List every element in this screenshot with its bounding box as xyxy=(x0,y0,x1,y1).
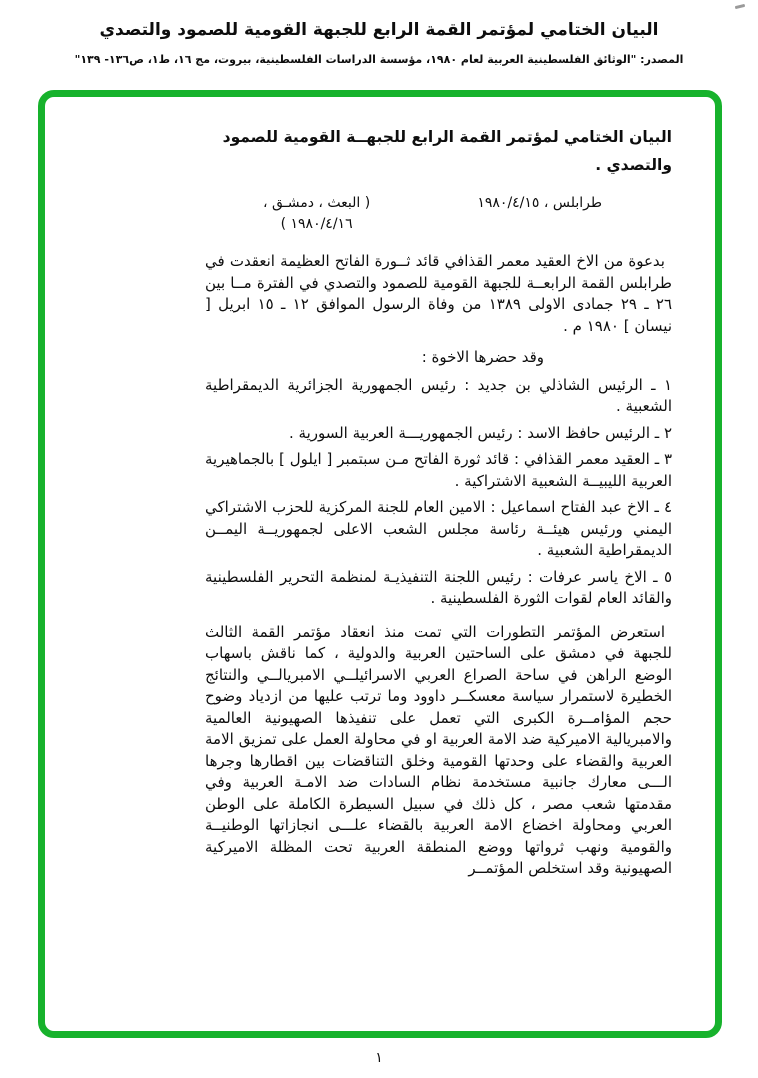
document-body xyxy=(45,97,715,880)
dateline-source-line1: ( البعث ، دمشـق ، xyxy=(263,195,371,211)
dateline-source xyxy=(263,193,370,235)
attendee-item-1: ١ ـ الرئيس الشاذلي بن جديد : رئيس الجمهورية الجزائرية الديمقراطية الشعبية . xyxy=(205,375,672,415)
dateline-row xyxy=(205,193,672,235)
dateline-source-line2: ١٩٨٠/٤/١٦ ) xyxy=(280,216,353,232)
attendee-item-4: ٤ ـ الاخ عبد الفتاح اسماعيل : الامين العام للجنة المركزية للحزب الاشتراكي اليمني ورئيس هيئــة رئاسة مجلس الشعب الاعلى لجمهوريــة اليمــن الديمقراطية الشعبية . xyxy=(205,498,672,559)
page-number: ١ xyxy=(375,1050,383,1066)
source-citation: المصدر: "الوثائق الفلسطينية العربية لعام ١٩٨٠، مؤسسة الدراسات الفلسطينية، بيروت، مج ١٦، ط١، ص١٣٦- ١٣٩" xyxy=(74,53,684,66)
intro-paragraph: بدعوة من الاخ العقيد معمر القذافي قائد ثــورة الفاتح العظيمة انعقدت في طرابلس القمة الرابعــة للجبهة القومية للصمود والتصدي في الفترة مــا بين ٢٦ ـ ٢٩ جمادى الاولى ١٣٨٩ من وفاة الرسول الموافق ١٢ ـ ١٥ ابريل [ نيسان ] ١٩٨٠ م . xyxy=(205,252,673,335)
scan-artifact-mark xyxy=(735,4,745,9)
page-header xyxy=(0,20,758,66)
dateline-place-date: طرابلس ، ١٩٨٠/٤/١٥ xyxy=(477,195,602,211)
attendees-heading: وقد حضرها الاخوة : xyxy=(421,348,544,366)
attendee-item-5: ٥ ـ الاخ ياسر عرفات : رئيس اللجنة التنفيذيـة لمنظمة التحرير الفلسطينية والقائد العام لقوات الثورة الفلسطينية . xyxy=(205,567,672,607)
document-heading: البيان الختامي لمؤتمر القمة الرابع للجبهة القومية للصمود والتصدي xyxy=(99,20,659,40)
attendee-item-3: ٣ ـ العقيد معمر القذافي : قائد ثورة الفاتح مـن سبتمبر [ ايلول ] بالجماهيرية العربية الليبيــة الشعبية الاشتراكية . xyxy=(205,450,672,490)
green-highlight-frame xyxy=(38,90,722,1038)
review-paragraph: استعرض المؤتمر التطورات التي تمت منذ انعقاد مؤتمر القمة الثالث للجبهة في دمشق على الساحتين العربية والدولية ، كما ناقش باسهاب الوضع الراهن في ساحة الصراع العربي الاسرائيلــي الامبريالــي والنتائج الخطيرة لاستمرار سياسة معسكــر داوود وما ترتب عليها من ازدياد وضوح حجم المؤامــرة الكبرى التي تعمل على تنفيذها الصهيونية العالمية والامبريالية الاميركية ضد الامة العربية او في محاولة العمل على تمزيق الامة العربية والقضاء على وحدتها القومية وخلق التناقضات بين اقطارها وجرها الـــى معارك جانبية مستخدمة نظام السادات ضد الامـة العربية وفي مقدمتها شعب مصر ، كل ذلك في سبيل السيطرة الكاملة على الوطن العربي ومحاولة اخضاع الامة العربية بالقضاء علـــى انجازاتها الوطنيــة والقومية ونهب ثرواتها ووضع المنطقة العربية تحت المظلة الاميركية الصهيونية وقد استخلص المؤتمــر xyxy=(205,622,672,877)
attendee-item-2: ٢ ـ الرئيس حافظ الاسد : رئيس الجمهوريـــة العربية السورية . xyxy=(288,423,672,442)
statement-title: البيان الختامي لمؤتمر القمة الرابع للجبهــة القومية للصمود والتصدي . xyxy=(222,128,672,174)
